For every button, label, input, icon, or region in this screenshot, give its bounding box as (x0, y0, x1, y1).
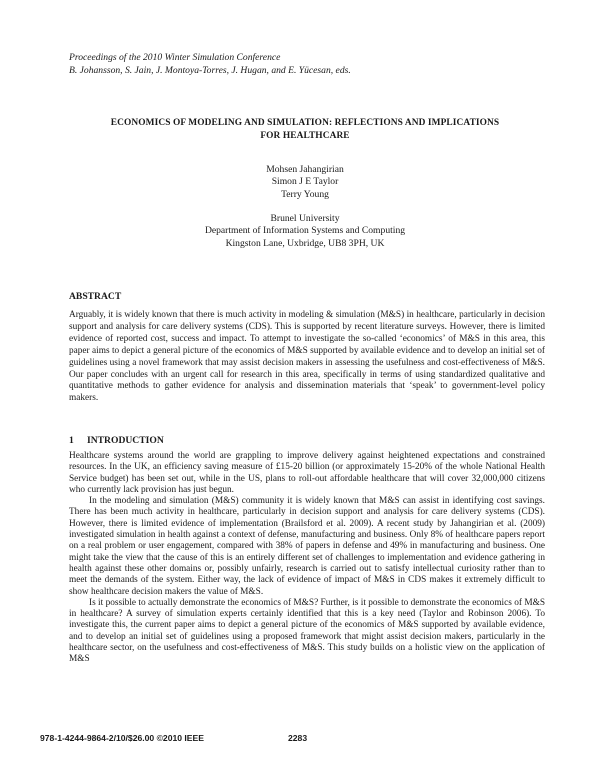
affiliation-address: Kingston Lane, Uxbridge, UB8 3PH, UK (225, 237, 385, 249)
title-line-2: FOR HEALTHCARE (260, 131, 350, 141)
paragraph: In the modeling and simulation (M&S) community it is widely known that M&S can assist in identifying cost savings. There has been much activity in healthcare, particularly in decision support and analysis for care delivery systems (CDS). However, there is limited evidence of implementation (Brailsford et al. 2009). A recent study by Jahangirian et al. (2009) investigated simulation in health against a context of defense, manufacturing and business. Only 8% of healthcare papers report on a real problem or user engagement, compared with 38% of papers in defense and 49% in manufacturing and business. One might take the view that the cause of this is an entirely different set of challenges to implementation and evidence gathering in health against these other domains or, possibly unfairly, research is carried out to satisfy intellectual curiosity rather than to meet the demands of the system. Either way, the lack of evidence of impact of M&S in CDS makes it extremely difficult to show healthcare decision makers the value of M&S. (69, 496, 545, 597)
affiliation-department: Department of Information Systems and Computing (204, 225, 406, 237)
proceedings-line: Proceedings of the 2010 Winter Simulation Conference (69, 52, 281, 63)
paper-title (90, 117, 520, 143)
affiliation (150, 213, 460, 250)
section-number: 1 (69, 435, 74, 446)
page-number: 2283 (288, 733, 308, 743)
introduction-heading (69, 435, 369, 447)
isbn-copyright: 978-1-4244-9864-2/10/$26.00 ©2010 IEEE (40, 733, 205, 743)
author-name: Simon J E Taylor (271, 176, 339, 188)
abstract-heading: ABSTRACT (69, 291, 122, 302)
paragraph: Is it possible to actually demonstrate the economics of M&S? Further, is it possible to demonstrate the economics of M&S in healthcare? A survey of simulation experts certainly identified that this is a key need (Taylor and Robinson 2006). To investigate this, the current paper aims to depict a general picture of the economics of M&S supported by available evidence, and to develop an initial set of guidelines using a proposed framework that might assist decision makers, particularly in the healthcare sector, on the usefulness and cost-effectiveness of M&S. This study builds on a holistic view on the application of M&S (69, 597, 545, 665)
abstract-text: Arguably, it is widely known that there is much activity in modeling & simulation (M&S) in healthcare, particularly in decision support and analysis for care delivery systems (CDS). This is supported by recent literature surveys. However, there is limited evidence of reported cost, success and impact. To attempt to investigate the so-called ‘economics’ of M&S in this area, this paper aims to depict a general picture of the economics of M&S supported by available evidence and to develop an initial set of guidelines using a novel framework that may assist decision makers in assessing the usefulness and cost-effectiveness of M&S. Our paper concludes with an urgent call for research in this area, specifically in terms of using standardized qualitative and quantitative methods to gather evidence for analysis and dissemination materials that ‘speak’ to government-level policy makers. (69, 310, 545, 404)
author-list (150, 164, 460, 201)
title-line-1: ECONOMICS OF MODELING AND SIMULATION: REFLECTIONS AND IMPLICATIONS (110, 118, 500, 128)
editors-line: B. Johansson, S. Jain, J. Montoya-Torres, J. Hugan, and E. Yücesan, eds. (69, 65, 351, 76)
author-name: Terry Young (281, 188, 329, 200)
affiliation-university: Brunel University (270, 213, 340, 224)
proceedings-header (69, 51, 539, 77)
author-name: Mohsen Jahangirian (266, 164, 344, 175)
page-footer (0, 732, 600, 744)
paragraph: Healthcare systems around the world are grappling to improve delivery against heightened expectations and constrained resources. In the UK, an efficiency saving measure of £15-20 billion (or approximately 15-20% of the whole National Health Service budget) has been set out, while in the US, plans to roll-out affordable healthcare that will cover 32,000,000 citizens who currently lack provision has just begun. (69, 451, 545, 495)
section-title: INTRODUCTION (87, 435, 164, 446)
introduction-body (69, 451, 545, 666)
